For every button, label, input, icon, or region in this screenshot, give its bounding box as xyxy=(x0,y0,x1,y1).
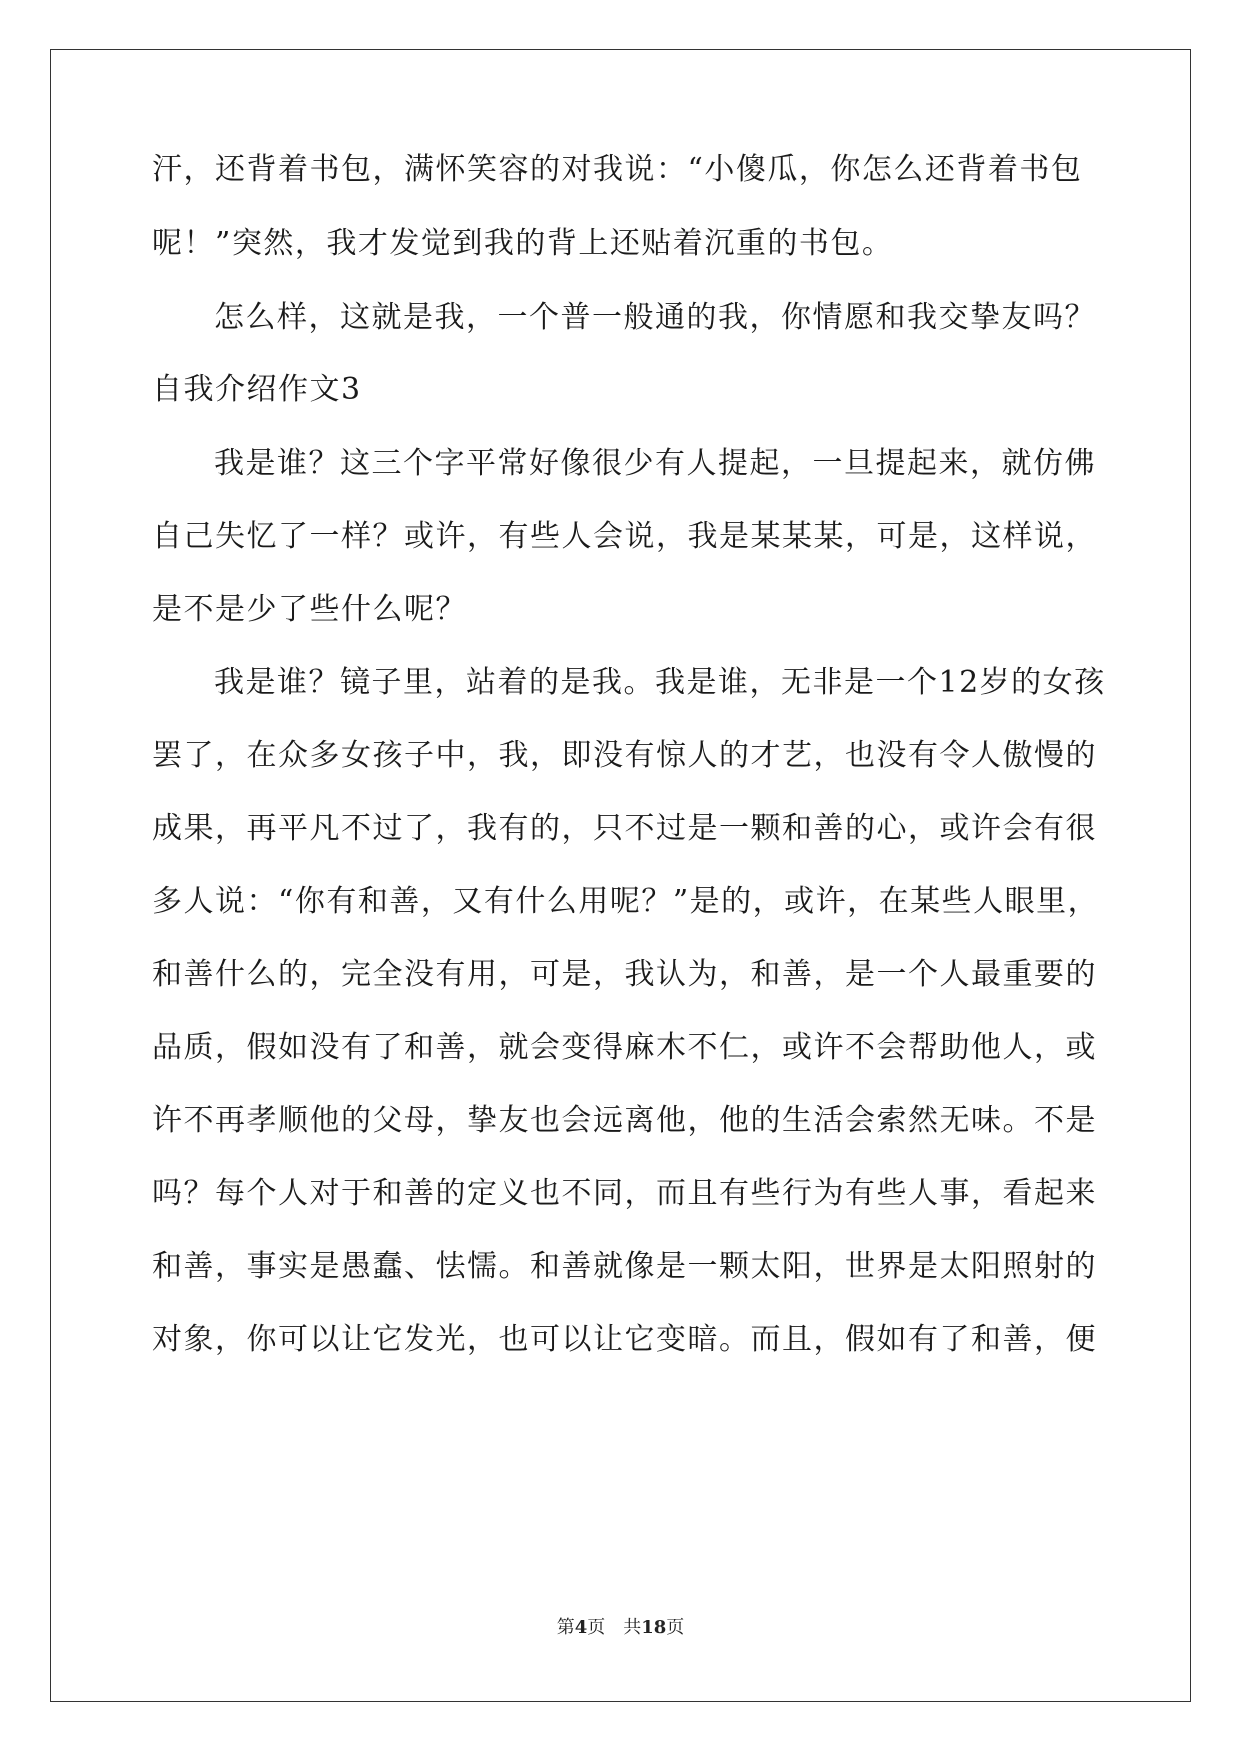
text-line: 吗？每个人对于和善的定义也不同，而且有些行为有些人事，看起来 xyxy=(152,1176,1097,1211)
page-border xyxy=(50,49,1191,1702)
text-line: 品质，假如没有了和善，就会变得麻木不仁，或许不会帮助他人，或 xyxy=(152,1030,1097,1065)
text-line: 自己失忆了一样？或许，有些人会说，我是某某某，可是，这样说， xyxy=(152,519,1097,554)
footer-total-pages: 18 xyxy=(641,1617,667,1638)
text-line: 是不是少了些什么呢？ xyxy=(152,592,467,627)
text-line: 和善什么的，完全没有用，可是，我认为，和善，是一个人最重要的 xyxy=(152,957,1097,992)
text-line: 怎么样，这就是我，一个普一般通的我，你情愿和我交挚友吗？ xyxy=(214,300,1096,335)
text-line: 呢！”突然，我才发觉到我的背上还贴着沉重的书包。 xyxy=(152,226,894,261)
text-line: 汗，还背着书包，满怀笑容的对我说：“小傻瓜，你怎么还背着书包 xyxy=(152,152,1083,187)
text-line: 成果，再平凡不过了，我有的，只不过是一颗和善的心，或许会有很 xyxy=(152,811,1097,846)
page-footer xyxy=(0,1616,1241,1640)
footer-middle: 页 共 xyxy=(587,1617,642,1638)
section-heading: 自我介绍作文3 xyxy=(152,372,362,407)
text-line: 多人说：“你有和善，又有什么用呢？”是的，或许，在某些人眼里， xyxy=(152,884,1100,919)
text-line: 我是谁？镜子里，站着的是我。我是谁，无非是一个12岁的女孩 xyxy=(214,665,1106,700)
text-line: 对象，你可以让它发光，也可以让它变暗。而且，假如有了和善，便 xyxy=(152,1322,1097,1357)
text-line: 罢了，在众多女孩子中，我，即没有惊人的才艺，也没有令人傲慢的 xyxy=(152,738,1097,773)
text-line: 许不再孝顺他的父母，挚友也会远离他，他的生活会索然无味。不是 xyxy=(152,1103,1097,1138)
text-line: 我是谁？这三个字平常好像很少有人提起，一旦提起来，就仿佛 xyxy=(214,446,1096,481)
footer-prefix: 第 xyxy=(556,1617,575,1638)
footer-suffix: 页 xyxy=(666,1617,685,1638)
footer-current-page: 4 xyxy=(574,1617,588,1638)
text-line: 和善，事实是愚蠢、怯懦。和善就像是一颗太阳，世界是太阳照射的 xyxy=(152,1249,1097,1284)
